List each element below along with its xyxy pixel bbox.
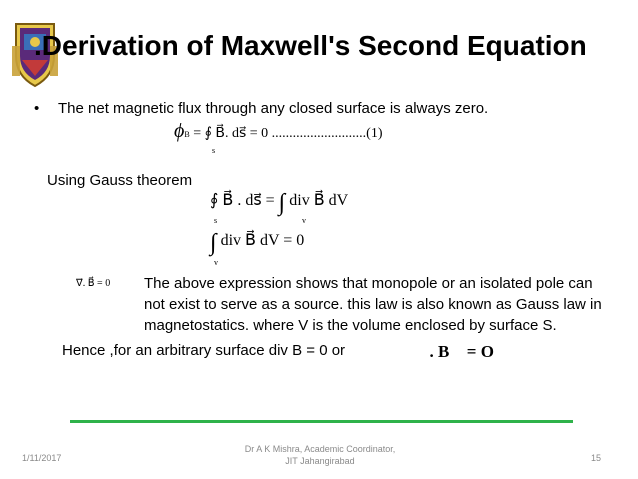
equation-gauss-lhs: ∮ B⃗ . ds⃗ = bbox=[210, 192, 275, 209]
bullet-dot-icon: • bbox=[34, 100, 40, 117]
phi-symbol: ϕ bbox=[174, 120, 185, 142]
equation-gauss-rhs: div B⃗ dV bbox=[289, 192, 349, 209]
equation-flux bbox=[174, 120, 383, 143]
phi-subscript: B bbox=[184, 130, 190, 139]
explanation-paragraph bbox=[64, 273, 604, 336]
bullet-item bbox=[34, 100, 488, 117]
equation-flux-limit: s bbox=[212, 146, 216, 155]
title-text: Derivation of Maxwell's Second Equation bbox=[41, 30, 587, 61]
equation-small-divB: ∇⃗. B⃗ = 0 bbox=[76, 278, 111, 289]
integral-sign: ∫ bbox=[210, 230, 217, 256]
footer-author-line1: Dr A K Mishra, Academic Coordinator, bbox=[244, 444, 396, 454]
bullet-text: The net magnetic flux through any closed surface is always zero. bbox=[58, 100, 489, 117]
explanation-text: The above expression shows that monopole or an isolated pole can not exist to serve as a source. this law is also known as Gauss law in magnetostatics. where V is the volume enclosed by surface S. bbox=[144, 275, 602, 334]
footer-author bbox=[200, 443, 440, 467]
equation-gauss-limit-v: v bbox=[302, 216, 306, 225]
equation-gauss-limit-s: s bbox=[214, 216, 218, 225]
divider-line bbox=[70, 420, 573, 423]
equation-divergence-limit: v bbox=[214, 258, 218, 267]
equation-final: ∇⃗. B⃗ = O bbox=[403, 342, 494, 361]
footer-page-number: 15 bbox=[591, 453, 602, 463]
footer-date: 1/11/2017 bbox=[22, 453, 62, 463]
footer-author-line2: JIT Jahangirabad bbox=[285, 456, 355, 466]
equation-gauss bbox=[210, 190, 348, 217]
equation-divergence-body: div B⃗ dV = 0 bbox=[220, 232, 305, 249]
hence-statement: Hence ,for an arbitrary surface div B = 0 or bbox=[62, 342, 346, 359]
integral-sign: ∫ bbox=[278, 190, 286, 216]
equation-flux-body: = ∮ B⃗. ds⃗ = 0 ...........................(1) bbox=[193, 126, 383, 141]
title-prefix: . bbox=[34, 30, 42, 61]
equation-divergence bbox=[210, 230, 304, 257]
gauss-theorem-label: Using Gauss theorem bbox=[47, 172, 193, 189]
slide-title bbox=[34, 30, 587, 62]
